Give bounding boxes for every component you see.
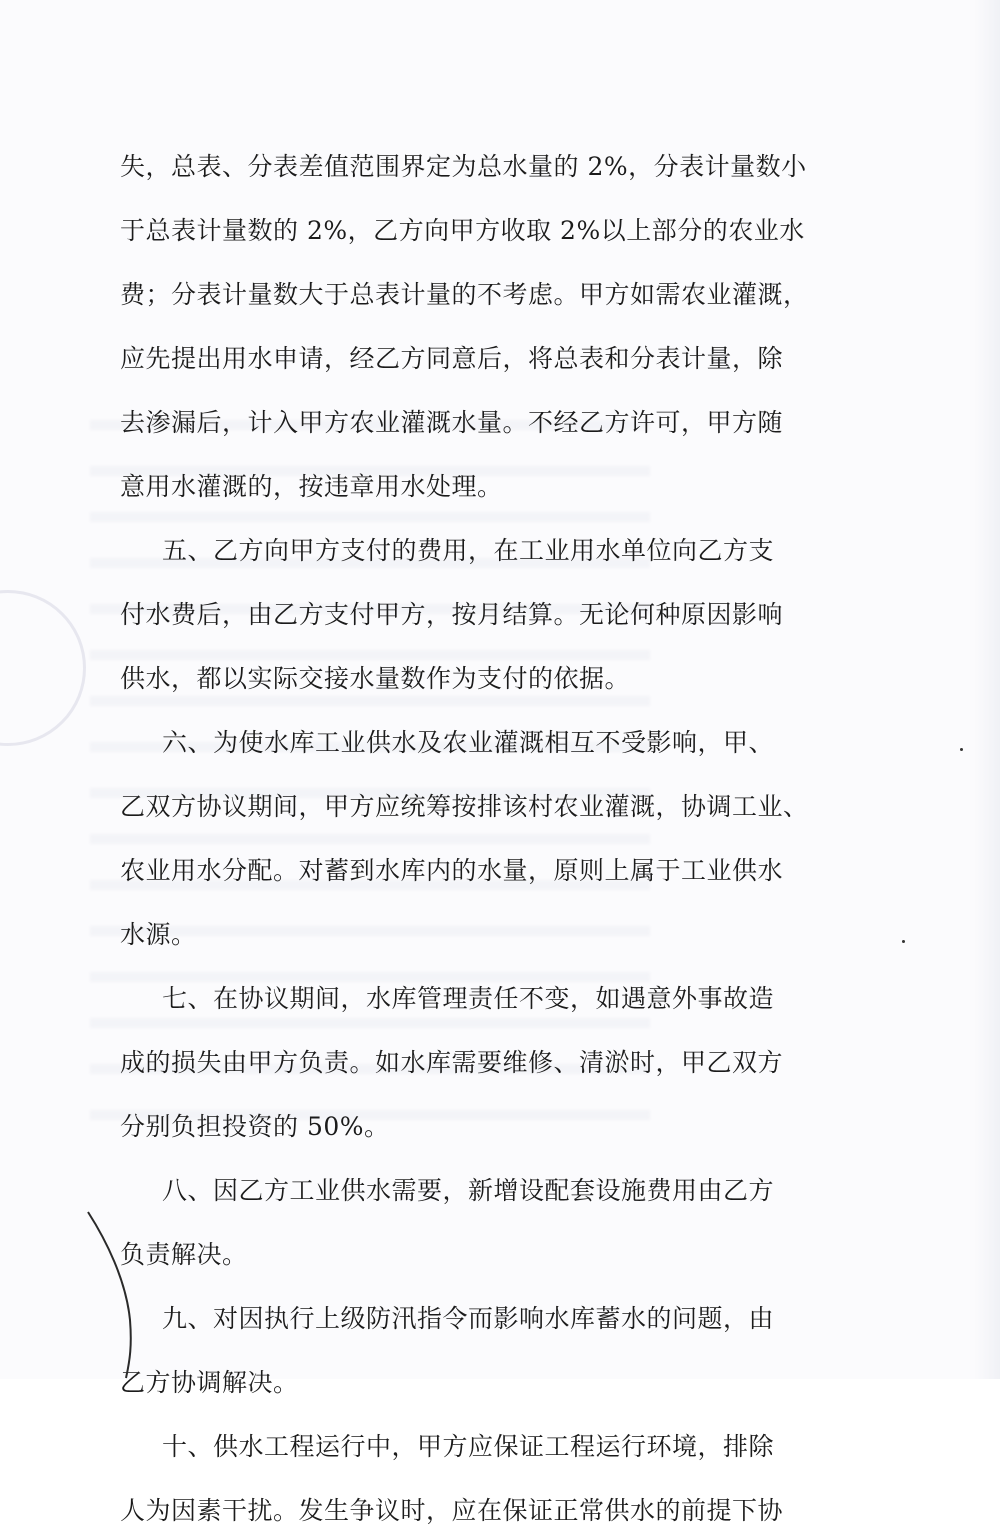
text-line: 农业用水分配。对蓄到水库内的水量，原则上属于工业供水 [120,856,784,885]
text-line: 意用水灌溉的，按违章用水处理。 [120,472,503,501]
paragraph-start-line: 八、因乙方工业供水需要，新增设配套设施费用由乙方 [162,1176,775,1205]
text-line: 应先提出用水申请，经乙方同意后，将总表和分表计量，除 [120,344,784,373]
text-line: 成的损失由甲方负责。如水库需要维修、清淤时，甲乙双方 [120,1048,784,1077]
text-line: 供水，都以实际交接水量数作为支付的依据。 [120,664,631,693]
paragraph-start-line: 七、在协议期间，水库管理责任不变，如遇意外事故造 [162,984,775,1013]
speck [960,748,963,751]
text-line: 水源。 [120,920,197,949]
paragraph-start-line: 五、乙方向甲方支付的费用，在工业用水单位向乙方支 [162,536,775,565]
page-edge-shadow [974,0,1000,1379]
paragraph-start-line: 六、为使水库工业供水及农业灌溉相互不受影响，甲、 [162,728,775,757]
paragraph-start-line: 十、供水工程运行中，甲方应保证工程运行环境，排除 [162,1432,775,1461]
text-line: 去渗漏后，计入甲方农业灌溉水量。不经乙方许可，甲方随 [120,408,784,437]
document-body [120,145,818,1533]
paragraph-start-line: 九、对因执行上级防汛指令而影响水库蓄水的问题，由 [162,1304,775,1333]
text-line: 于总表计量数的 2%，乙方向甲方收取 2%以上部分的农业水 [120,216,805,245]
faint-seal-mark [0,590,86,746]
text-line: 负责解决。 [120,1240,248,1269]
speck [902,940,905,943]
pen-stroke-mark [86,1210,146,1380]
text-line: 乙方协调解决。 [120,1368,299,1397]
text-line: 人为因素干扰。发生争议时，应在保证正常供水的前提下协 [120,1496,784,1525]
text-line: 失，总表、分表差值范围界定为总水量的 2%，分表计量数小 [120,152,807,181]
text-line: 分别负担投资的 50%。 [120,1112,390,1141]
text-line: 付水费后，由乙方支付甲方，按月结算。无论何种原因影响 [120,600,784,629]
text-line: 乙双方协议期间，甲方应统筹按排该村农业灌溉，协调工业、 [120,792,809,821]
text-line: 费；分表计量数大于总表计量的不考虑。甲方如需农业灌溉， [120,280,809,309]
